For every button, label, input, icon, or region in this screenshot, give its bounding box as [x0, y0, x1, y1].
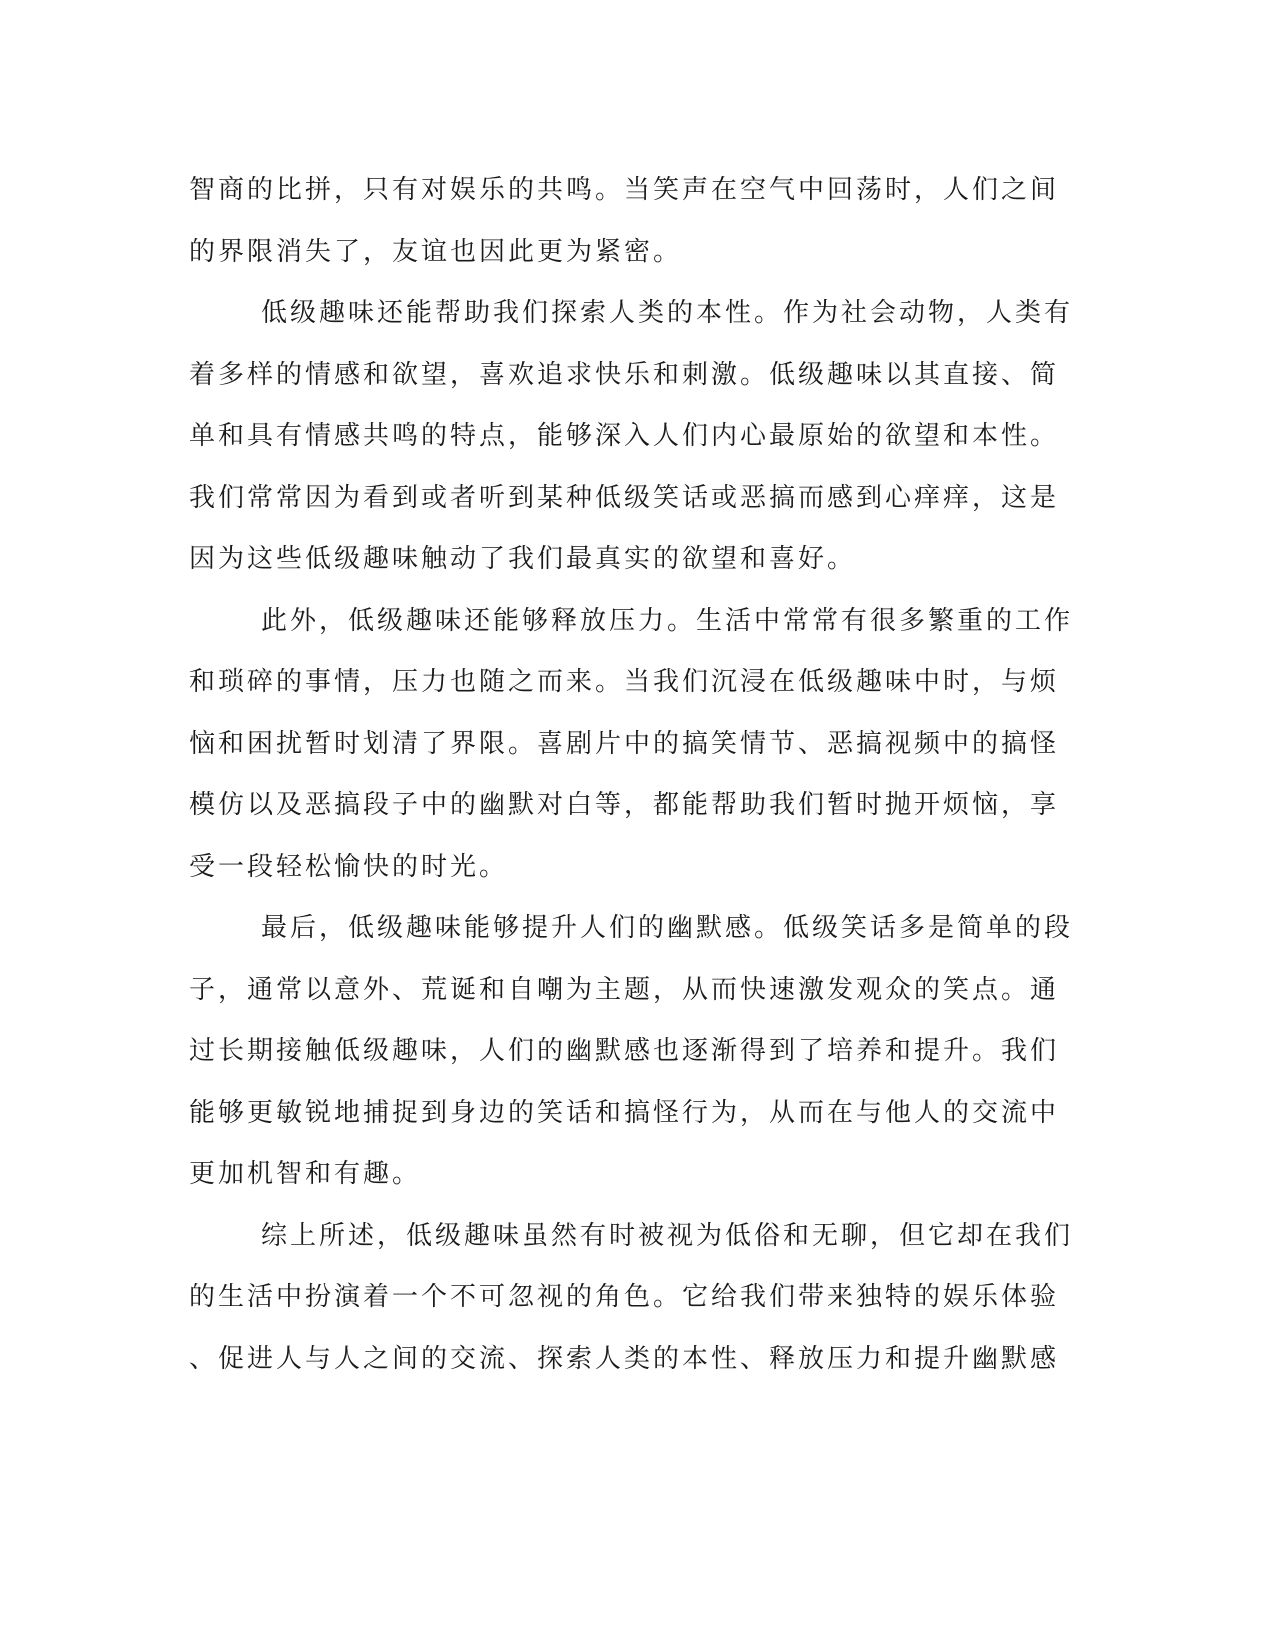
text-line: 、促进人与人之间的交流、探索人类的本性、释放压力和提升幽默感 [189, 1343, 1060, 1374]
text-line: 和琐碎的事情，压力也随之而来。当我们沉浸在低级趣味中时，与烦 [189, 667, 1060, 697]
text-line: 智商的比拼，只有对娱乐的共鸣。当笑声在空气中回荡时，人们之间 [189, 175, 1060, 205]
text-line: 过长期接触低级趣味，人们的幽默感也逐渐得到了培养和提升。我们 [189, 1036, 1060, 1066]
paragraph-4 [189, 898, 1082, 1206]
text-line: 子，通常以意外、荒诞和自嘲为主题，从而快速激发观众的笑点。通 [189, 974, 1060, 1005]
text-line: 我们常常因为看到或者听到某种低级笑话或恶搞而感到心痒痒，这是 [189, 482, 1060, 513]
text-line: 的生活中扮演着一个不可忽视的角色。它给我们带来独特的娱乐体验 [189, 1282, 1060, 1312]
text-line: 此外，低级趣味还能够释放压力。生活中常常有很多繁重的工作 [261, 605, 1074, 636]
text-line: 能够更敏锐地捕捉到身边的笑话和搞怪行为，从而在与他人的交流中 [189, 1097, 1060, 1128]
text-line: 着多样的情感和欲望，喜欢追求快乐和刺激。低级趣味以其直接、简 [189, 359, 1060, 390]
text-line: 综上所述，低级趣味虽然有时被视为低俗和无聊，但它却在我们 [261, 1220, 1074, 1251]
text-line: 最后，低级趣味能够提升人们的幽默感。低级笑话多是简单的段 [261, 913, 1074, 943]
paragraph-5 [189, 1206, 1082, 1391]
text-line: 因为这些低级趣味触动了我们最真实的欲望和喜好。 [189, 544, 857, 574]
text-line: 模仿以及恶搞段子中的幽默对白等，都能帮助我们暂时抛开烦恼，享 [189, 790, 1060, 820]
paragraph-2 [189, 283, 1082, 591]
text-line: 受一段轻松愉快的时光。 [189, 851, 509, 882]
text-line: 的界限消失了，友谊也因此更为紧密。 [189, 236, 683, 267]
document-body [189, 160, 1082, 1390]
paragraph-3 [189, 591, 1082, 899]
text-line: 单和具有情感共鸣的特点，能够深入人们内心最原始的欲望和本性。 [189, 421, 1060, 451]
paragraph-1 [189, 160, 1082, 283]
text-line: 低级趣味还能帮助我们探索人类的本性。作为社会动物，人类有 [261, 298, 1074, 328]
text-line: 恼和困扰暂时划清了界限。喜剧片中的搞笑情节、恶搞视频中的搞怪 [189, 728, 1060, 759]
text-line: 更加机智和有趣。 [189, 1159, 422, 1189]
